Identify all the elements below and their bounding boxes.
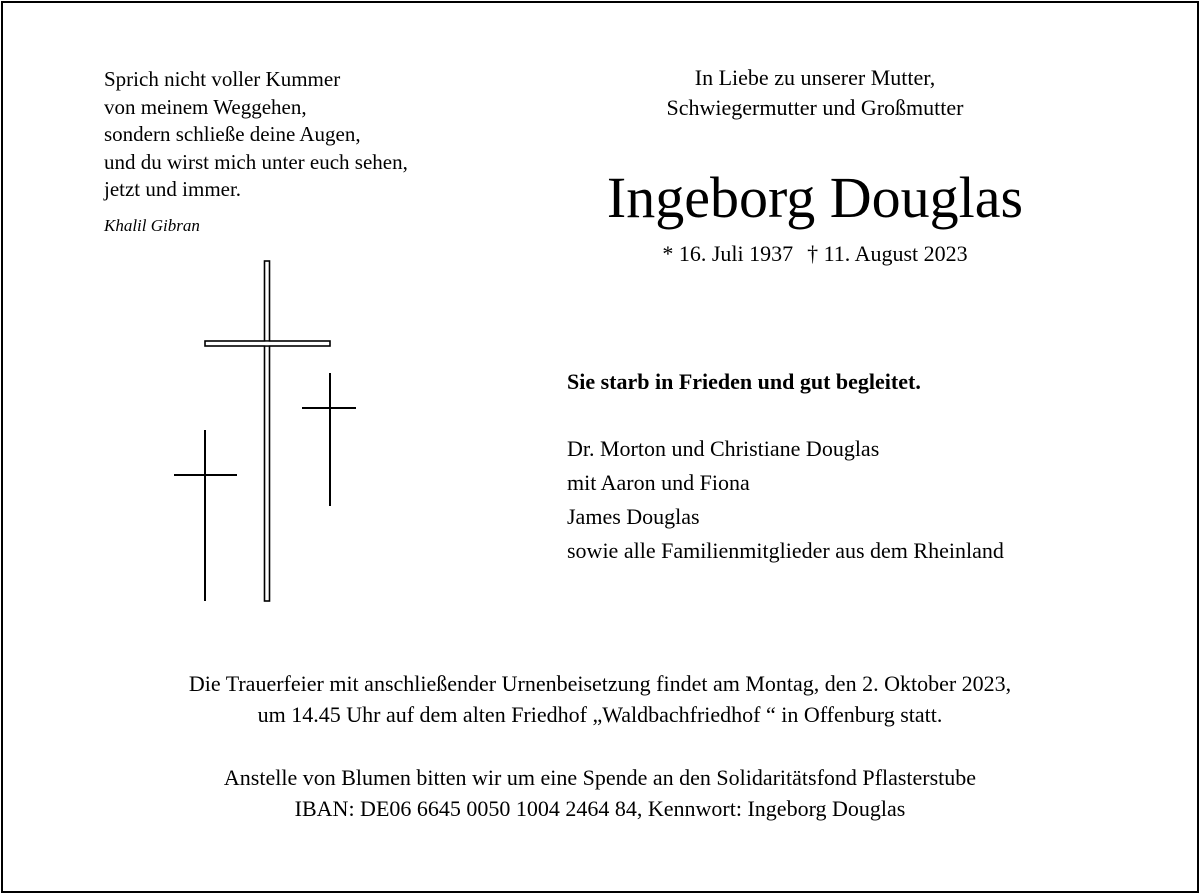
birth-date: * 16. Juli 1937 — [662, 241, 794, 266]
family-member: James Douglas — [567, 504, 700, 529]
dedication-line-2: Schwiegermutter und Großmutter — [666, 95, 964, 120]
ceremony-info — [0, 668, 1200, 730]
family-member: Dr. Morton und Christiane Douglas — [567, 436, 880, 461]
life-dates — [545, 239, 1085, 269]
donation-line-1: Anstelle von Blumen bitten wir um eine Spende an den Solidaritätsfond Pflasterstube — [223, 765, 977, 790]
donation-line-2: IBAN: DE06 6645 0050 1004 2464 84, Kennwort: Ingeborg Douglas — [294, 796, 906, 821]
donation-info — [0, 762, 1200, 824]
poem-line: jetzt und immer. — [104, 177, 242, 201]
family-member: sowie alle Familienmitglieder aus dem Rheinland — [567, 538, 1004, 563]
dedication-line-1: In Liebe zu unserer Mutter, — [694, 65, 936, 90]
dedication — [545, 63, 1085, 123]
statement: Sie starb in Frieden und gut begleitet. — [567, 369, 921, 394]
three-crosses-icon — [170, 258, 370, 608]
poem-line: Sprich nicht voller Kummer — [104, 67, 341, 91]
death-date: † 11. August 2023 — [807, 241, 968, 266]
ceremony-line-1: Die Trauerfeier mit anschließender Urnenbeisetzung findet am Montag, den 2. Oktober 2023, — [188, 671, 1012, 696]
poem-line: und du wirst mich unter euch sehen, — [104, 149, 408, 174]
family-list — [567, 432, 1004, 568]
ceremony-line-2: um 14.45 Uhr auf dem alten Friedhof „Waldbachfriedhof “ in Offenburg statt. — [257, 702, 943, 727]
poem-line: sondern schließe deine Augen, — [104, 122, 361, 146]
poem-line: von meinem Weggehen, — [104, 94, 307, 119]
family-member: mit Aaron und Fiona — [567, 470, 750, 495]
large-cross-vertical — [265, 261, 270, 601]
deceased-name: Ingeborg Douglas — [606, 165, 1024, 230]
poem-author: Khalil Gibran — [104, 216, 200, 235]
poem — [104, 66, 408, 204]
